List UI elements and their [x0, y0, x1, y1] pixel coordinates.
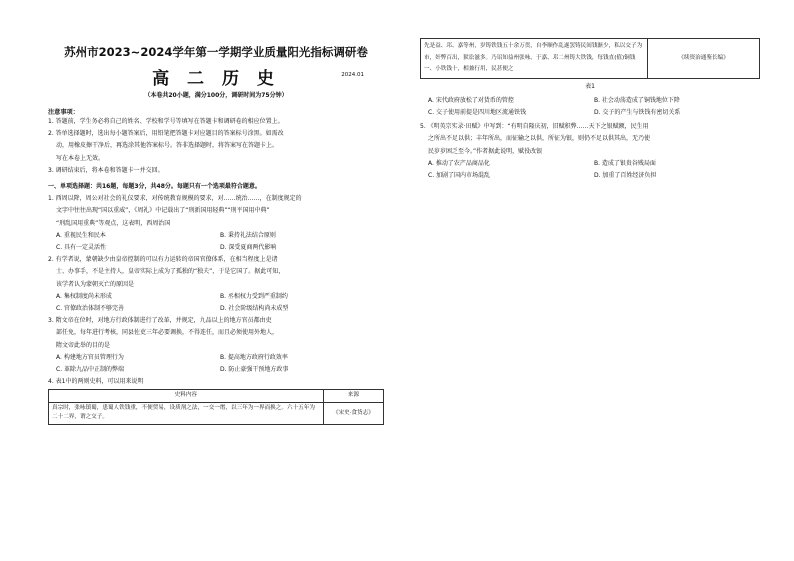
- question-5-options: [420, 158, 760, 182]
- question-3: [48, 315, 384, 352]
- question-line: 文字中往往出现“国以重威”，《周礼》中记载出了“刑新国用轻典”“刑平国用中典”: [56, 207, 270, 215]
- table-header-row: [49, 390, 384, 403]
- option[interactable]: C. 官僚政治体制不够完善: [56, 305, 125, 313]
- exam-title: 苏州市2023~2024学年第一学期学业质量阳光指标调研卷: [64, 45, 368, 59]
- option[interactable]: B. 社会动荡造成了铜钱地位下降: [594, 96, 680, 104]
- question-2: [48, 254, 384, 291]
- question-line: 之所出不足以供；丰年所出，而征输之以供，所征为银，则仍不足以供其出，无乃使: [428, 135, 651, 143]
- table-row: [49, 402, 384, 424]
- option[interactable]: D. 交子的产生与铁钱有密切关系: [594, 108, 681, 116]
- question-line: 5. 《明英宗实录·田赋》中写到：“有明自隆庆初，旧赋积弊……天下之银赋额，民生用: [420, 123, 649, 131]
- option[interactable]: D. 深受夏商两代影响: [220, 244, 277, 252]
- question-line: “刑乱国用重典”等观点，这表明，西周治国: [56, 219, 171, 227]
- question-line: 隋文帝此举的目的是: [56, 341, 111, 349]
- question-line: 4. 表1中的两则史料，可以用来说明: [48, 378, 144, 386]
- option[interactable]: D. 社会阶级结构尚未成型: [220, 305, 289, 313]
- note-item: 3. 调研结束后，将本卷和答题卡一并交回。: [48, 166, 164, 174]
- option[interactable]: B. 丞相权力受到严重制约: [220, 292, 288, 300]
- option[interactable]: C. 具有一定灵活性: [56, 244, 107, 252]
- left-column: [48, 38, 384, 425]
- question-line: 1. 西周以降，周公对社会的礼仪要求，对传统教育规模的要求，对……统治……，在制度规定的: [48, 195, 302, 203]
- option[interactable]: A. 宋代政府放松了对货币的管控: [428, 96, 514, 104]
- subject-row: [48, 64, 384, 89]
- subject-title: 高 二 历 史: [152, 69, 280, 89]
- notes-list: [48, 116, 384, 177]
- question-line: 士、办事手，不是主持人，皇帝实际上成为了孤独的“独夫”，于是它国了。据此可知，: [56, 268, 285, 276]
- question-4-options: [420, 95, 760, 119]
- table-row: [421, 39, 760, 79]
- table-1: [48, 389, 384, 425]
- table-cell: 先是益、邛、嘉等州，岁铸铁钱五十余万贯，自李顺作乱遂罢铸民间钱渐少，私以交子为市，奸弊百出，狱讼滋多。乃诏知益州张咏，于嘉、邛二州铸大铁钱，每钱直(值)铜钱一、小铁钱十，相兼行用，民甚便之: [421, 39, 648, 79]
- table-cell: 《宋史·食货志》: [323, 402, 383, 424]
- table-cell: 《续资治通鉴长编》: [648, 39, 760, 79]
- question-line: 2. 有学者说，蒙朝缺少由皇帝控制的可以有力运转的帝国官僚体系，在相当程度上是诸: [48, 256, 278, 264]
- question-line: 3. 隋文帝在位时，对地方行政体制进行了改革，并规定，九品以上的地方官员都由吏: [48, 317, 272, 325]
- option[interactable]: C. 加剧了国内市场混乱: [428, 171, 491, 179]
- note-item: 2. 答单选择题时，选出每小题答案后，用铅笔把答题卡对应题目的答案标号涂黑。如需改: [48, 130, 284, 138]
- option[interactable]: C. 革除九品中正制的弊端: [56, 366, 125, 374]
- question-line: 民岁岁困乏至今。”作者据此说明，赋役改银: [428, 147, 543, 155]
- question-4: [48, 376, 384, 388]
- option[interactable]: B. 秉持礼法结合原则: [220, 231, 276, 239]
- section-heading: 一、单项选择题：共16题，每题3分，共48分。每题只有一个选项最符合题意。: [48, 183, 261, 191]
- question-5: [420, 121, 760, 158]
- table-header: 来源: [323, 390, 383, 403]
- note-item: 1. 答题前，学生务必将自己的姓名、学校和学号等填写在答题卡和调研卷的相应位置上。: [48, 118, 284, 125]
- exam-subtitle: （本卷共20小题，满分100分，调研时间为75分钟）: [144, 92, 288, 99]
- option[interactable]: A. 构建地方官员管理行为: [56, 353, 124, 361]
- question-1-options: [48, 230, 384, 254]
- option[interactable]: D. 加重了百姓经济负担: [594, 171, 657, 179]
- option[interactable]: B. 造成了银贵谷贱局面: [594, 159, 656, 167]
- question-3-options: [48, 352, 384, 376]
- exam-date: 2024.01: [341, 72, 364, 78]
- table-caption: 表1: [585, 82, 595, 90]
- question-1: [48, 193, 384, 230]
- option[interactable]: D. 防止豪强干预地方政事: [220, 366, 289, 374]
- question-line: 部任免，每年进行考核，同县佐吏三年必要调换，不得连任，而且必须使用外地人，: [56, 329, 279, 337]
- option[interactable]: A. 集权制度尚未形成: [56, 292, 112, 300]
- table-1-continued: [420, 38, 760, 79]
- note-item: 写在本卷上无效。: [56, 154, 105, 162]
- option[interactable]: A. 重视民生和民本: [56, 231, 106, 239]
- option[interactable]: C. 交子使用前提是四川地区流通铁钱: [428, 108, 527, 116]
- table-cell: 真宗时，张咏镇蜀，患蜀人铁钱重，不便贸易，设质剂之法，一交一缗，以三年为一界而换之。六十五年为二十二界，谓之交子。: [49, 402, 324, 424]
- question-2-options: [48, 291, 384, 315]
- right-column: [420, 38, 760, 182]
- option[interactable]: A. 推动了农产品商品化: [428, 159, 490, 167]
- note-item: 动，用橡皮擦干净后，再选涂其他答案标号。答非选择题时，将答案写在答题卡上。: [56, 142, 279, 150]
- option[interactable]: B. 提高地方政府行政效率: [220, 353, 288, 361]
- table-header: 史料内容: [49, 390, 324, 403]
- notes-heading: 注意事项：: [48, 109, 79, 116]
- question-line: 该学者认为蒙朝灭亡的原因是: [56, 280, 135, 288]
